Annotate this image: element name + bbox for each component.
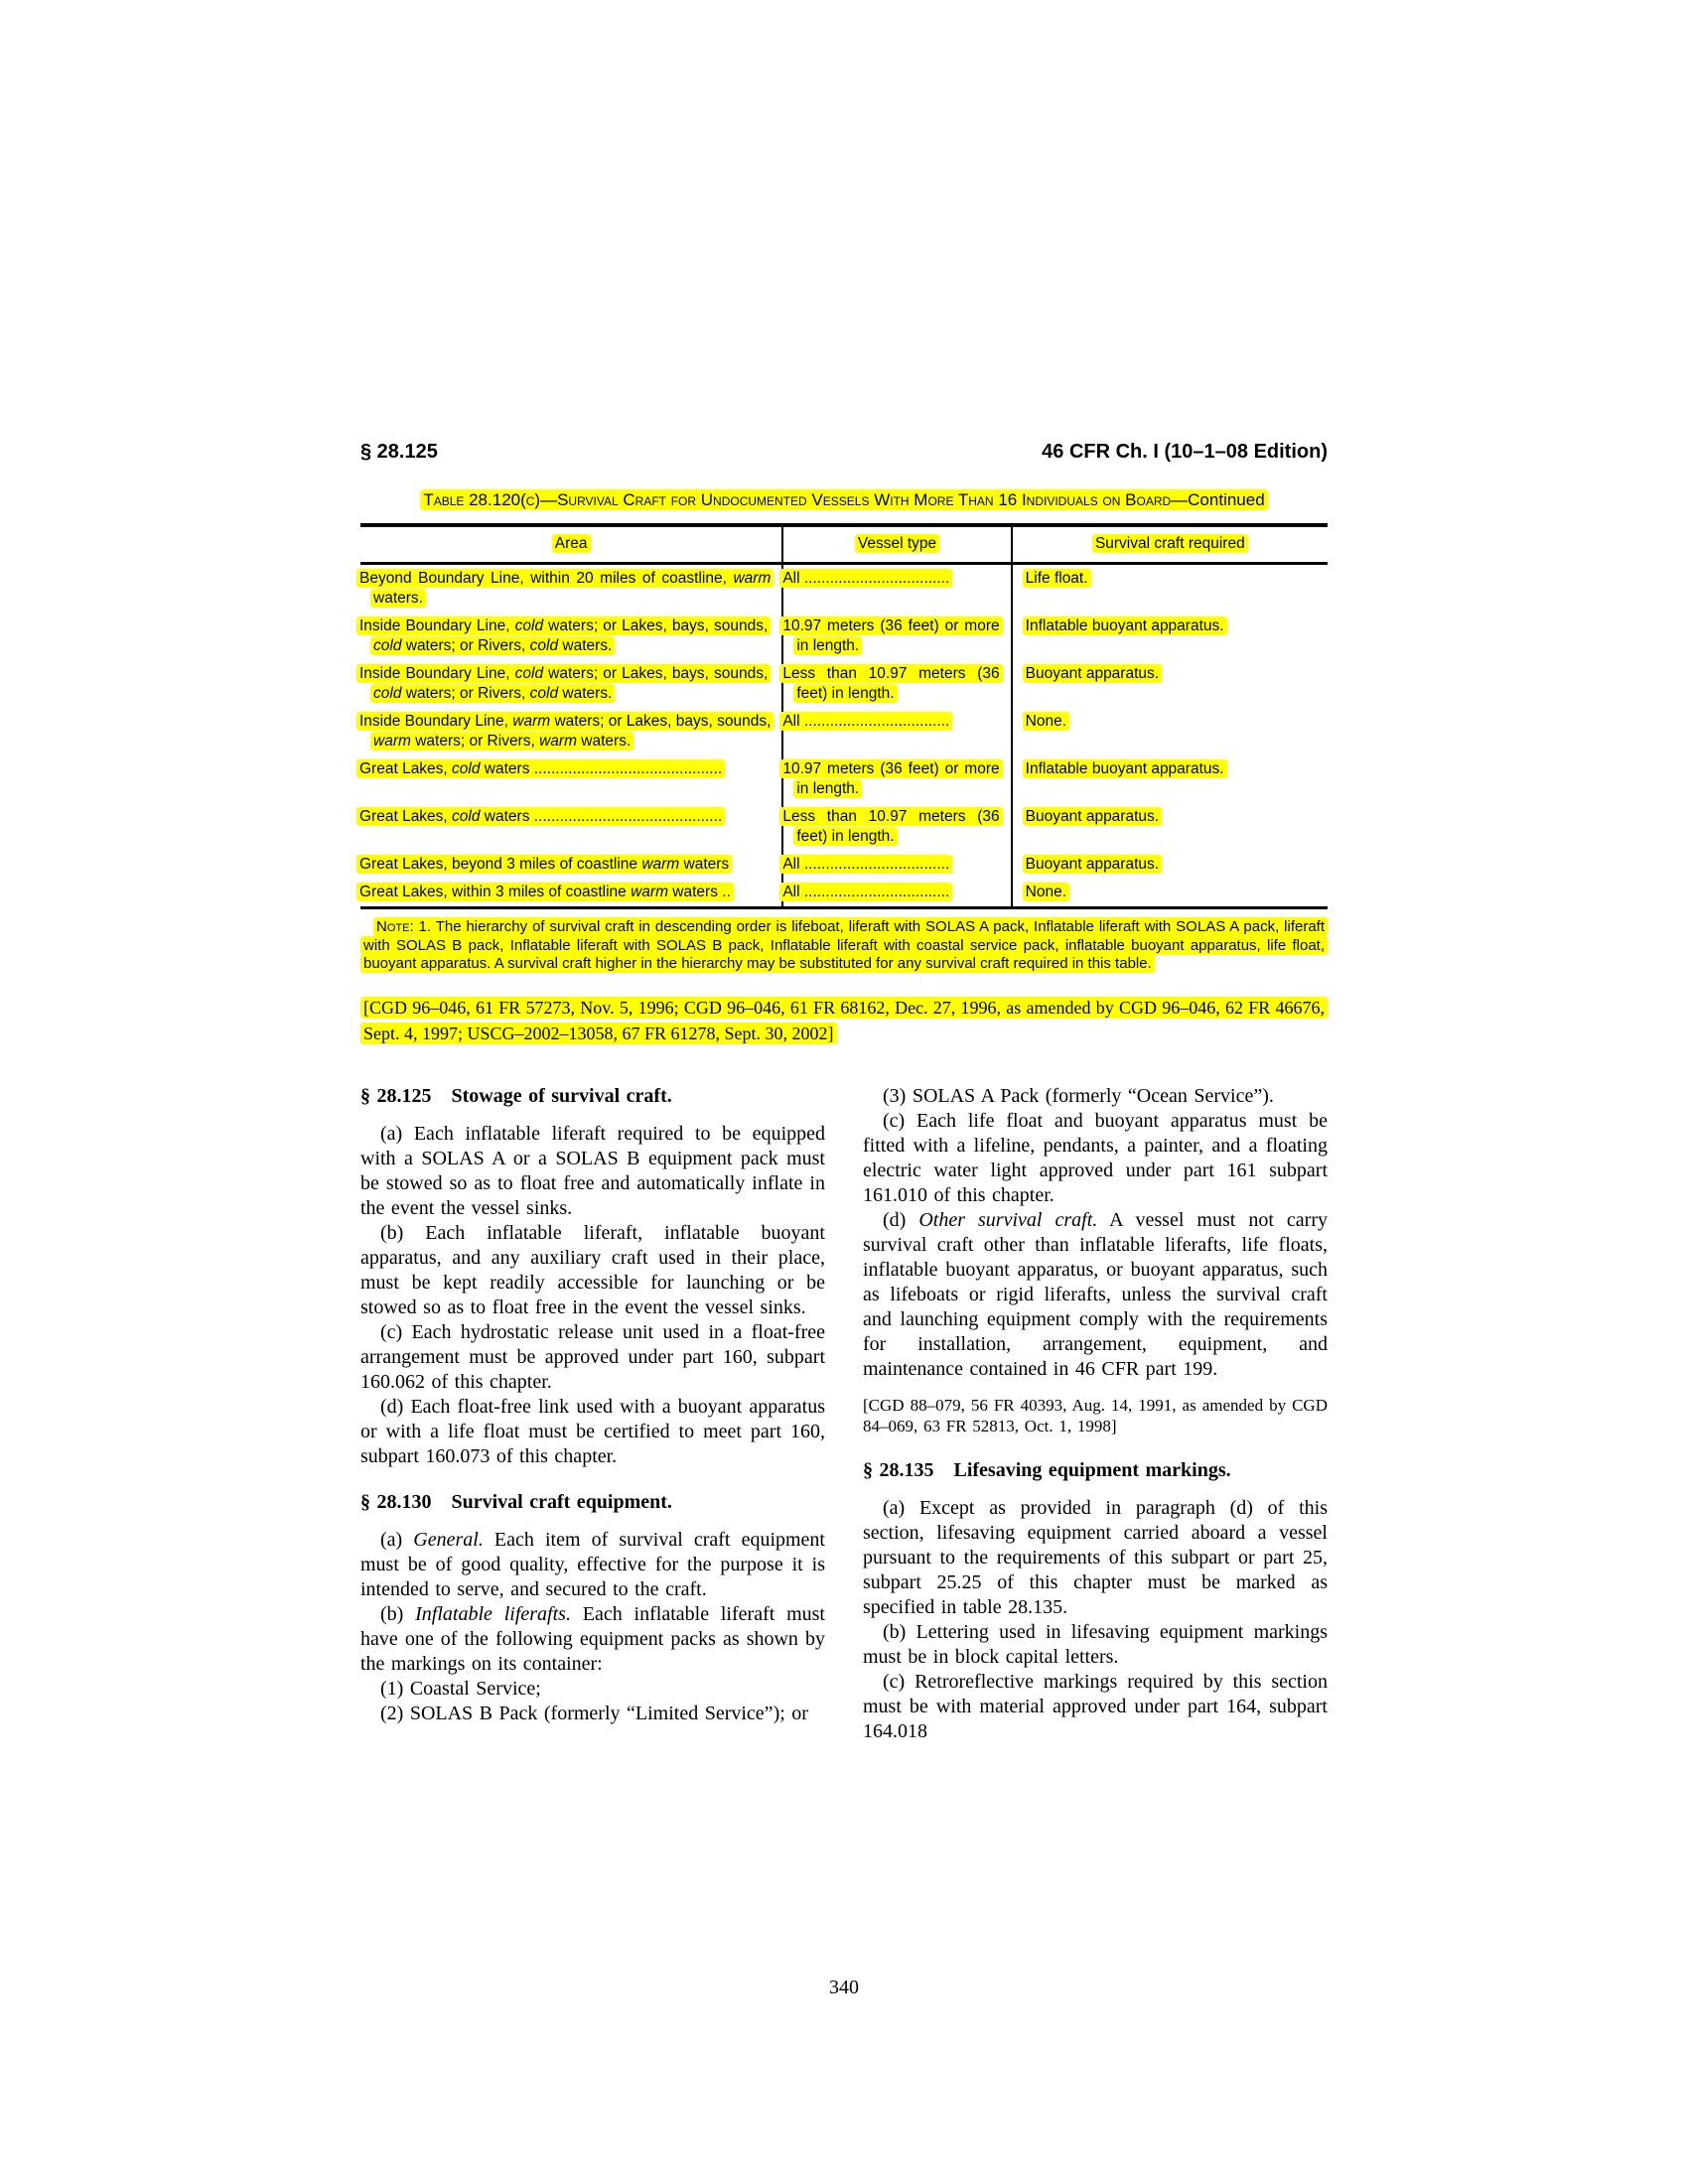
table-row bbox=[360, 879, 1328, 908]
para: (a) General. Each item of survival craft equipment must be of good quality, effective for the purpose it is intended to serve, and secured to the craft. bbox=[360, 1528, 825, 1600]
table-row bbox=[360, 851, 1328, 879]
running-head-edition: 46 CFR Ch. I (10–1–08 Edition) bbox=[1042, 441, 1328, 463]
cell-craft: None. bbox=[1012, 879, 1328, 908]
section-heading: § 28.125 Stowage of survival craft. bbox=[360, 1084, 672, 1107]
cell-area: Great Lakes, within 3 miles of coastline warm waters .. bbox=[360, 879, 782, 908]
table-row bbox=[360, 803, 1328, 851]
para: (3) SOLAS A Pack (formerly “Ocean Service”). bbox=[883, 1084, 1274, 1107]
para: (2) SOLAS B Pack (formerly “Limited Service”); or bbox=[380, 1702, 808, 1724]
cell-area: Great Lakes, cold waters ............................................ bbox=[360, 755, 782, 803]
cell-vessel: All .................................. bbox=[782, 564, 1011, 614]
para: (c) Retroreflective markings required by this section must be with material approved under part 164, subpart 164.018 bbox=[863, 1670, 1328, 1742]
table-citation: [CGD 96–046, 61 FR 57273, Nov. 5, 1996; CGD 96–046, 61 FR 68162, Dec. 27, 1996, as amended by CGD 96–046, 62 FR 46676, Sept. 4, 1997; USCG–2002–13058, 67 FR 61278, Sept. 30, 2002] bbox=[360, 995, 1328, 1046]
table-row bbox=[360, 755, 1328, 803]
cell-area: Inside Boundary Line, cold waters; or Lakes, bays, sounds, cold waters; or Rivers, cold waters. bbox=[360, 613, 782, 660]
column-header-vessel-type: Vessel type bbox=[782, 525, 1011, 564]
cell-area: Inside Boundary Line, cold waters; or Lakes, bays, sounds, cold waters; or Rivers, cold waters. bbox=[360, 660, 782, 708]
section-heading: § 28.135 Lifesaving equipment markings. bbox=[863, 1458, 1231, 1481]
para: (a) Except as provided in paragraph (d) of this section, lifesaving equipment carried aboard a vessel pursuant to the requirements of this subpart or part 25, subpart 25.25 of this chapter must be marked as specified in table 28.135. bbox=[863, 1496, 1328, 1618]
cell-vessel: All .................................. bbox=[782, 708, 1011, 755]
running-head-section: § 28.125 bbox=[360, 441, 438, 463]
cell-vessel: Less than 10.97 meters (36 feet) in length. bbox=[782, 803, 1011, 851]
table-body bbox=[360, 564, 1328, 908]
table-title-text: Table 28.120(c)—Survival Craft for Undocumented Vessels With More Than 16 Individuals on Board bbox=[423, 490, 1172, 509]
para: (a) Each inflatable liferaft required to be equipped with a SOLAS A or a SOLAS B equipment pack must be stowed so as to float free and automatically inflate in the event the vessel sinks. bbox=[360, 1122, 825, 1219]
table-row bbox=[360, 564, 1328, 614]
cell-area: Inside Boundary Line, warm waters; or Lakes, bays, sounds, warm waters; or Rivers, warm waters. bbox=[360, 708, 782, 755]
page-number: 340 bbox=[829, 1977, 859, 1998]
cell-craft: Life float. bbox=[1012, 564, 1328, 614]
para: (c) Each life float and buoyant apparatus must be fitted with a lifeline, pendants, a painter, and a floating electric water light approved under part 161 subpart 161.010 of this chapter. bbox=[863, 1109, 1328, 1206]
table-note bbox=[360, 918, 1328, 974]
column-header-survival-craft-required: Survival craft required bbox=[1012, 525, 1328, 564]
para: (b) Inflatable liferafts. Each inflatable liferaft must have one of the following equipment packs as shown by the markings on its container: bbox=[360, 1602, 825, 1675]
survival-craft-table bbox=[360, 523, 1328, 909]
body-columns bbox=[360, 1084, 1328, 1744]
table-title bbox=[360, 487, 1328, 513]
cell-vessel: All .................................. bbox=[782, 879, 1011, 908]
cell-vessel: All .................................. bbox=[782, 851, 1011, 879]
para: (d) Each float-free link used with a buoyant apparatus or with a life float must be certified to meet part 160, subpart 160.073 of this chapter. bbox=[360, 1395, 825, 1467]
running-head bbox=[360, 440, 1328, 464]
cell-vessel: 10.97 meters (36 feet) or more in length. bbox=[782, 613, 1011, 660]
table-row bbox=[360, 660, 1328, 708]
section-heading: § 28.130 Survival craft equipment. bbox=[360, 1490, 672, 1513]
table-title-continued: —Continued bbox=[1171, 490, 1265, 509]
page-content bbox=[360, 440, 1328, 1744]
cell-vessel: Less than 10.97 meters (36 feet) in length. bbox=[782, 660, 1011, 708]
para: (c) Each hydrostatic release unit used in a float-free arrangement must be approved under part 160, subpart 160.062 of this chapter. bbox=[360, 1320, 825, 1393]
cell-craft: None. bbox=[1012, 708, 1328, 755]
cell-craft: Buoyant apparatus. bbox=[1012, 660, 1328, 708]
para: (1) Coastal Service; bbox=[380, 1677, 541, 1700]
table-header-row bbox=[360, 525, 1328, 564]
table-note-text: 1. The hierarchy of survival craft in descending order is lifeboat, liferaft with SOLAS A pack, Inflatable liferaft with SOLAS A pack, liferaft with SOLAS B pack, Inflatable liferaft with SOLAS B pack, Inflatable liferaft with coastal service pack, inflatable buoyant apparatus, life float, buoyant apparatus. A survival craft higher in the hierarchy may be substituted for any survival craft required in this table. bbox=[363, 918, 1325, 972]
cell-craft: Inflatable buoyant apparatus. bbox=[1012, 755, 1328, 803]
body-column-left bbox=[360, 1084, 825, 1744]
cell-craft: Buoyant apparatus. bbox=[1012, 803, 1328, 851]
para: (d) Other survival craft. A vessel must not carry survival craft other than inflatable liferafts, life floats, inflatable buoyant apparatus, or buoyant apparatus, such as lifeboats or rigid liferafts, unless the survival craft and launching equipment comply with the requirements for installation, arrangement, equipment, and maintenance contained in 46 CFR part 199. bbox=[863, 1208, 1328, 1380]
cell-vessel: 10.97 meters (36 feet) or more in length. bbox=[782, 755, 1011, 803]
table-header bbox=[360, 525, 1328, 564]
para: (b) Lettering used in lifesaving equipment markings must be in block capital letters. bbox=[863, 1620, 1328, 1668]
cell-craft: Buoyant apparatus. bbox=[1012, 851, 1328, 879]
column-header-area: Area bbox=[360, 525, 782, 564]
cell-area: Beyond Boundary Line, within 20 miles of coastline, warm waters. bbox=[360, 564, 782, 614]
citation: [CGD 88–079, 56 FR 40393, Aug. 14, 1991, as amended by CGD 84–069, 63 FR 52813, Oct. 1, 1998] bbox=[863, 1395, 1328, 1435]
para: (b) Each inflatable liferaft, inflatable buoyant apparatus, and any auxiliary craft used in their place, must be kept readily accessible for launching or be stowed so as to float free in the event the vessel sinks. bbox=[360, 1221, 825, 1318]
cell-area: Great Lakes, cold waters ............................................ bbox=[360, 803, 782, 851]
table-row bbox=[360, 708, 1328, 755]
cell-area: Great Lakes, beyond 3 miles of coastline warm waters bbox=[360, 851, 782, 879]
cell-craft: Inflatable buoyant apparatus. bbox=[1012, 613, 1328, 660]
table-row bbox=[360, 613, 1328, 660]
table-note-label: Note: bbox=[376, 918, 414, 935]
body-column-right bbox=[863, 1084, 1328, 1744]
